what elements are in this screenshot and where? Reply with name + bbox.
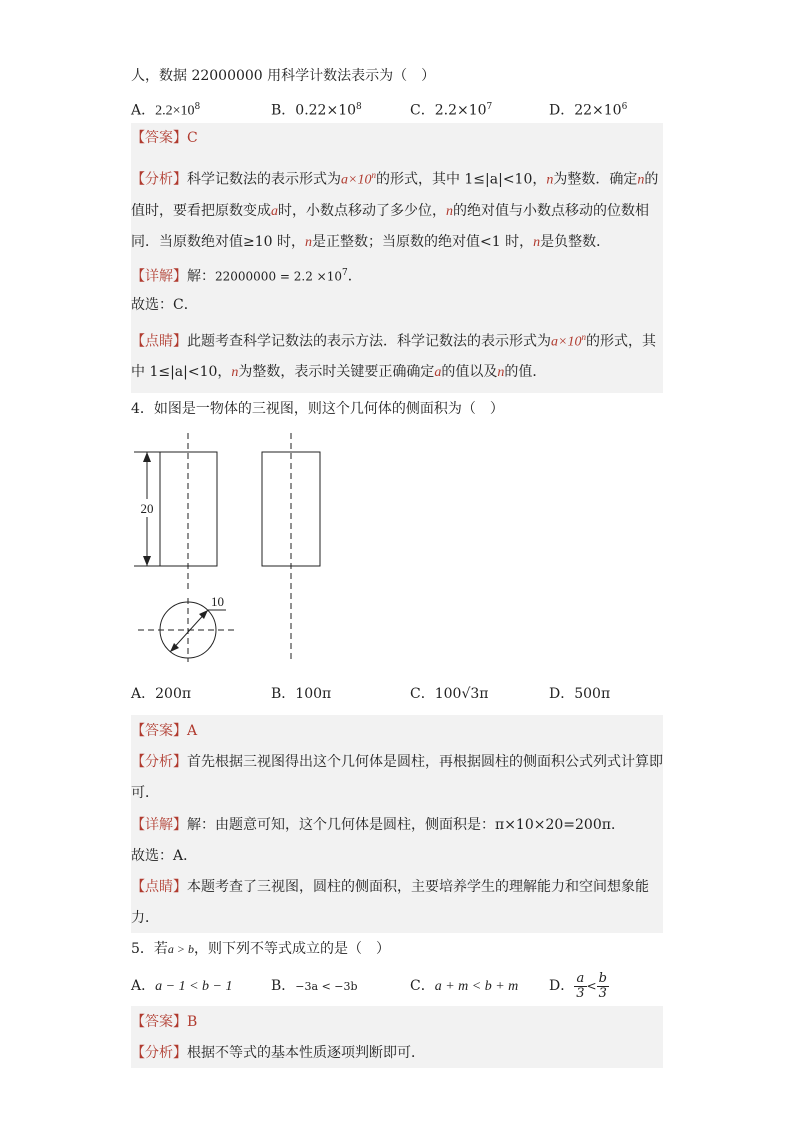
q3-option-b: B．$0.22\times 10^8$	[271, 102, 362, 119]
q3-comment-line1: 【点睛】此题考查科学记数法的表示方法．科学记数法的表示形式为$a\times 10^n$的形式，其	[131, 332, 656, 350]
q3-analysis-line2: 值时，要看把原数变成a时，小数点移动了多少位，n的绝对值与小数点移动的位数相	[131, 203, 649, 219]
q4-stem: 4．如图是一物体的三视图，则这个几何体的侧面积为（ ）	[131, 401, 504, 417]
q3-option-d: D．$22\times 10^6$	[549, 102, 628, 119]
q5-option-d: D． $\frac{a}{3}$ < $\frac{b}{3}$	[549, 970, 607, 1001]
q4-answer: 【答案】A	[131, 723, 198, 739]
arrow-down-icon	[143, 556, 151, 566]
q3-option-c: C．$2.2\times 10^7$	[410, 102, 493, 119]
q3-stem: 人，数据 22000000 用科学计数法表示为（ ）	[131, 68, 436, 84]
q3-answer: 【答案】C	[131, 130, 198, 146]
q4-choose: 故选：A．	[131, 848, 198, 864]
arrow-up-icon	[143, 452, 151, 462]
height-label: 20	[140, 501, 154, 516]
q5-option-a: A．a − 1 < b − 1	[131, 978, 233, 994]
q3-analysis-line1: 【分析】科学记数法的表示形式为$a\times 10^n$的形式，其中 1≤|a|<10，n为整数．确定n的	[131, 170, 659, 188]
q4-option-a: A．200π	[131, 686, 192, 702]
q4-option-b: B．100π	[271, 686, 332, 702]
q4-detail: 【详解】解：由题意可知，这个几何体是圆柱，侧面积是：π×10×20=200π．	[131, 817, 625, 833]
q4-analysis-line1: 【分析】首先根据三视图得出这个几何体是圆柱，再根据圆柱的侧面积公式列式计算即	[131, 754, 663, 770]
fraction-a-over-3: $\frac{a}{3}$	[576, 970, 585, 1001]
q5-option-b: B．−3a < −3b	[271, 978, 358, 994]
q3-comment-line2: 中 1≤|a|<10，n为整数，表示时关键要正确确定a的值以及n的值．	[131, 364, 547, 380]
diameter-label: 10	[211, 594, 224, 609]
q3-analysis-line3: 同．当原数绝对值≥10 时，n是正整数；当原数的绝对值<1 时，n是负整数．	[131, 234, 611, 250]
q5-analysis: 【分析】根据不等式的基本性质逐项判断即可．	[131, 1045, 425, 1061]
arrow-sw-icon	[170, 643, 179, 652]
q5-stem: 5．若a > b，则下列不等式成立的是（ ）	[131, 941, 391, 957]
q4-comment-line2: 力．	[131, 910, 159, 926]
q4-analysis-line2: 可．	[131, 785, 159, 801]
q3-option-a: A．$2.2\times 10^8$	[131, 102, 201, 119]
q4-comment-line1: 【点睛】本题考查了三视图，圆柱的侧面积，主要培养学生的理解能力和空间想象能	[131, 879, 649, 895]
q4-option-c: C．100√3π	[410, 686, 489, 702]
q5-option-c: C．a + m < b + m	[410, 978, 519, 994]
q3-choose: 故选：C．	[131, 297, 198, 313]
three-view-figure	[125, 425, 345, 670]
q4-option-d: D．500π	[549, 686, 611, 702]
q3-detail: 【详解】解：$22000000 = 2.2 \times 10^7$．	[131, 268, 362, 285]
arrow-ne-icon	[199, 610, 208, 619]
fraction-b-over-3: $\frac{b}{3}$	[598, 970, 607, 1001]
q5-answer: 【答案】B	[131, 1014, 198, 1030]
